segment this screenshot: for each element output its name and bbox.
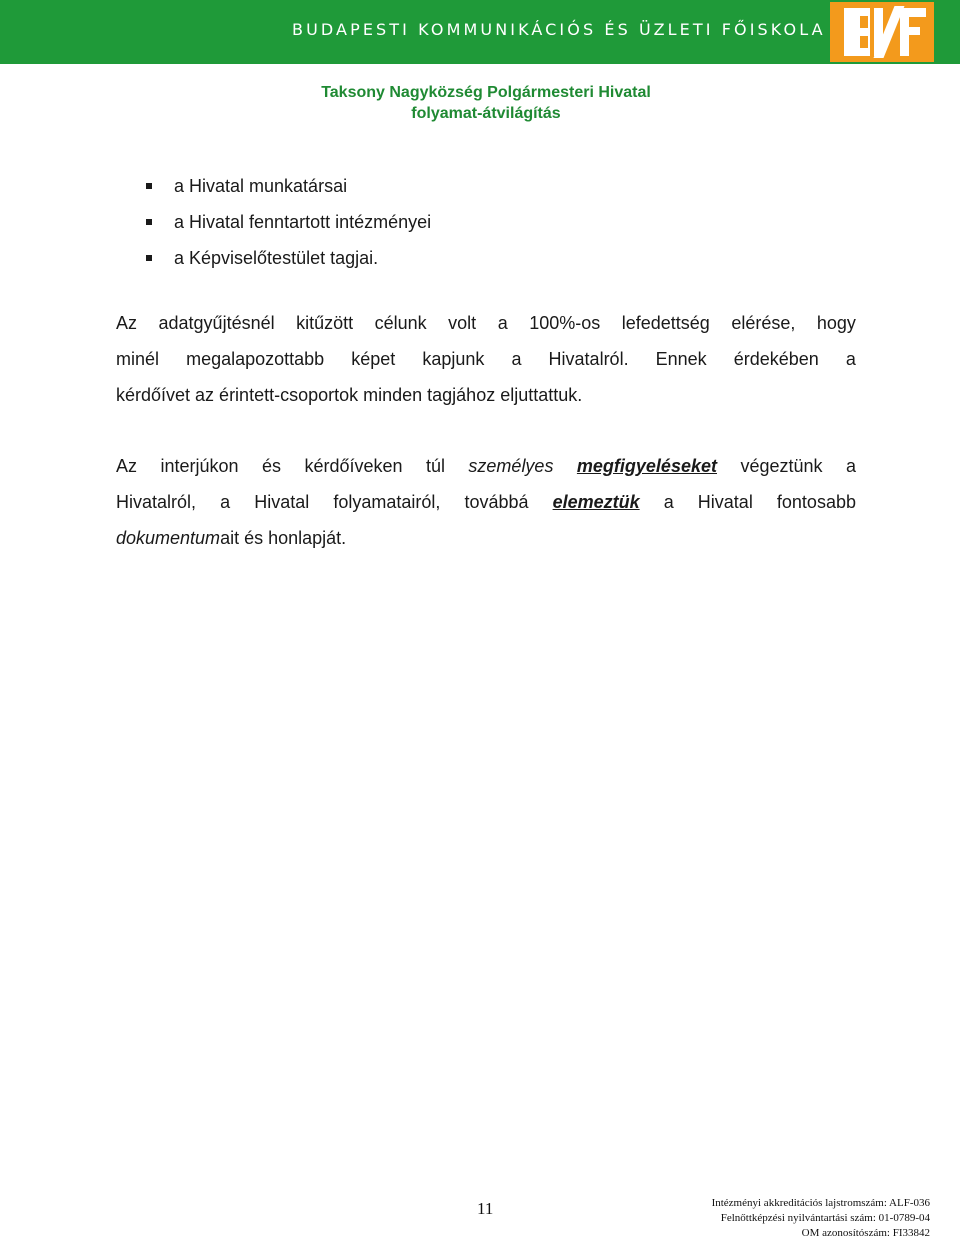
text-line: minél megalapozottabb képet kapjunk a Hivatalról. Ennek érdekében a [116,349,856,369]
document-subtitle-2: folyamat-átvilágítás [411,105,561,122]
respondent-list [146,168,431,276]
text-line: kérdőívet az érintett-csoportok minden tagjához eljuttattuk. [116,385,583,405]
text-line: Az interjúkon és kérdőíveken túl személyes megfigyeléseket végeztünk a [116,448,856,484]
text-line: Hivatalról, a Hivatal folyamatairól, továbbá elemeztük a Hivatal fontosabb [116,484,856,520]
paragraph-observations [116,448,856,556]
square-bullet-icon [146,255,152,261]
text-line: dokumentum ait és honlapját. [116,520,856,556]
square-bullet-icon [146,219,152,225]
list-item: a Képviselőtestület tagjai. [146,240,431,276]
om-identifier: OM azonosítószám: FI33842 [801,1227,930,1239]
adult-education-number: Felnőttképzési nyilvántartási szám: 01-0789-04 [720,1212,930,1224]
accreditation-number: Intézményi akkreditációs lajstromszám: ALF-036 [711,1197,930,1209]
paragraph-data-collection [116,305,856,413]
text-line: Az adatgyűjtésnél kitűzött célunk volt a 100%-os lefedettség elérése, hogy [116,313,856,333]
page-number: 11 [477,1199,494,1218]
italic-term: személyes [468,456,554,476]
emphasized-term: elemeztük [552,492,640,512]
italic-term: dokumentum [116,528,221,548]
document-subtitle: Taksony Nagyközség Polgármesteri Hivatal [321,84,651,101]
list-item: a Hivatal munkatársai [146,168,431,204]
institution-name: BUDAPESTI KOMMUNIKÁCIÓS ÉS ÜZLETI FŐISKOLA [292,20,826,39]
emphasized-term: megfigyeléseket [576,456,717,476]
bkf-logo [830,2,934,62]
square-bullet-icon [146,183,152,189]
list-item: a Hivatal fenntartott intézményei [146,204,431,240]
footer-registration-info [680,1196,930,1241]
header-banner [0,0,960,64]
